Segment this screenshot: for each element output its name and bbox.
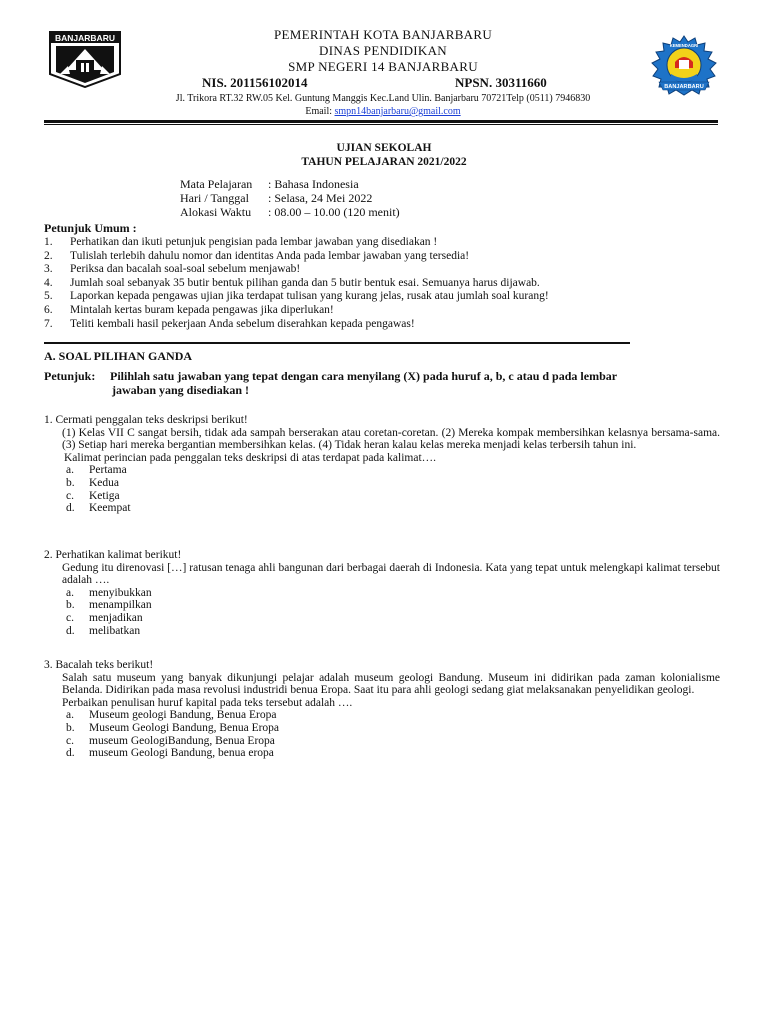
- instruction-number: 7.: [44, 317, 53, 330]
- directions-label: Petunjuk:: [44, 369, 96, 383]
- question-passage: (1) Kelas VII C sangat bersih, tidak ada sampah berserakan atau coretan-coretan. (2) Mereka kompak membersihkan kelasnya bersama-sama. (3) Setiap hari mereka bergantian membersihkan kelas. (4) Tidak heran kalau kelas mereka menjadi kelas terbersih tahun ini.: [62, 426, 720, 452]
- section-a-title: A. SOAL PILIHAN GANDA: [44, 349, 193, 363]
- info-value: : 08.00 – 10.00 (120 menit): [268, 205, 400, 219]
- emblem-ribbon-text: BANJARBARU: [664, 84, 704, 90]
- exam-title: UJIAN SEKOLAH: [336, 142, 432, 154]
- instruction-number: 6.: [44, 303, 53, 316]
- instructions-divider: [44, 342, 630, 344]
- option-letter: c.: [66, 611, 74, 624]
- answer-option: [66, 502, 720, 515]
- question-prompt: Perbaikan penulisan huruf kapital pada teks tersebut adalah ….: [62, 696, 353, 709]
- answer-option: [66, 587, 720, 600]
- answer-option: [66, 612, 720, 625]
- instruction-item: [44, 304, 724, 318]
- option-letter: d.: [66, 624, 75, 637]
- header-divider-thin: [44, 124, 718, 125]
- option-letter: b.: [66, 476, 75, 489]
- option-letter: b.: [66, 721, 75, 734]
- instructions-title: Petunjuk Umum :: [44, 221, 137, 235]
- school-emblem-logo: [649, 34, 719, 96]
- school-ids: [130, 75, 636, 91]
- instruction-item: [44, 277, 724, 291]
- answer-option: [66, 722, 720, 735]
- option-text: museum GeologiBandung, Benua Eropa: [89, 734, 275, 747]
- answer-option: [66, 625, 720, 638]
- answer-option: [66, 464, 720, 477]
- option-letter: c.: [66, 489, 74, 502]
- instruction-number: 4.: [44, 276, 53, 289]
- instruction-number: 5.: [44, 290, 53, 303]
- question-stem: 2. Perhatikan kalimat berikut!: [44, 549, 182, 561]
- option-letter: d.: [66, 502, 75, 515]
- instruction-text: Perhatikan dan ikuti petunjuk pengisian pada lembar jawaban yang disediakan !: [70, 236, 438, 248]
- instruction-item: [44, 236, 724, 250]
- option-text: menjadikan: [89, 611, 143, 624]
- option-text: Museum Geologi Bandung, Benua Eropa: [89, 721, 280, 734]
- info-key: Alokasi Waktu: [180, 205, 252, 219]
- option-text: museum Geologi Bandung, benua eropa: [89, 747, 274, 760]
- instruction-text: Teliti kembali hasil pekerjaan Anda sebelum diserahkan kepada pengawas!: [70, 317, 415, 330]
- question-passage: Gedung itu direnovasi […] ratusan tenaga ahli bangunan dari berbagai daerah di Indonesia. Kata yang tepat untuk melengkapi kalimat tersebut adalah ….: [62, 561, 720, 587]
- instruction-number: 1.: [44, 236, 53, 248]
- info-key: Hari / Tanggal: [180, 191, 249, 205]
- answer-option: [66, 747, 720, 760]
- question-stem: 3. Bacalah teks berikut!: [44, 659, 154, 671]
- option-text: menyibukkan: [89, 586, 152, 599]
- option-text: menampilkan: [89, 599, 152, 612]
- question-prompt: Kalimat perincian pada penggalan teks deskripsi di atas terdapat pada kalimat….: [64, 451, 437, 464]
- answer-option: [66, 599, 720, 612]
- email-label: Email:: [305, 106, 333, 117]
- header-divider-thick: [44, 120, 718, 123]
- instruction-number: 3.: [44, 263, 53, 276]
- instruction-text: Laporkan kepada pengawas ujian jika terdapat tulisan yang kurang jelas, rusak atau jumlah soal kurang!: [70, 290, 549, 303]
- instruction-text: Mintalah kertas buram kepada pengawas jika diperlukan!: [70, 303, 334, 316]
- info-value: : Selasa, 24 Mei 2022: [268, 191, 373, 205]
- instructions-list: [44, 236, 724, 331]
- letterhead-school: SMP NEGERI 14 BANJARBARU: [288, 59, 478, 74]
- option-letter: d.: [66, 747, 75, 760]
- instruction-item: [44, 290, 724, 304]
- directions-text-line1: Pilihlah satu jawaban yang tepat dengan cara menyilang (X) pada huruf a, b, c atau d pada lembar: [110, 369, 618, 383]
- option-letter: b.: [66, 599, 75, 612]
- option-text: Ketiga: [89, 489, 120, 502]
- directions-text-line2: jawaban yang disediakan !: [112, 383, 250, 397]
- info-key: Mata Pelajaran: [180, 177, 253, 191]
- instruction-item: [44, 318, 724, 332]
- instruction-number: 2.: [44, 249, 53, 262]
- question-2: [44, 549, 720, 637]
- letterhead: [130, 27, 636, 91]
- answer-option: [66, 477, 720, 490]
- question-stem: 1. Cermati penggalan teks deskripsi berikut!: [44, 414, 248, 426]
- answer-option: [66, 709, 720, 722]
- npsn-number: NPSN. 30311660: [455, 75, 547, 90]
- option-letter: c.: [66, 734, 74, 747]
- option-letter: a.: [66, 586, 74, 599]
- instruction-item: [44, 250, 724, 264]
- option-text: melibatkan: [89, 624, 141, 637]
- exam-year: TAHUN PELAJARAN 2021/2022: [301, 156, 467, 168]
- option-text: Pertama: [89, 464, 127, 477]
- nis-number: NIS. 201156102014: [202, 75, 308, 90]
- email-link[interactable]: smpn14banjarbaru@gmail.com: [334, 106, 461, 117]
- banjarbaru-logo-text: BANJARBARU: [55, 33, 115, 43]
- question-3: [44, 659, 720, 760]
- school-email-line: [118, 106, 648, 118]
- info-value: : Bahasa Indonesia: [268, 177, 359, 191]
- emblem-top-text: KEMENDAGRI: [669, 43, 699, 48]
- question-passage: Salah satu museum yang banyak dikunjungi pelajar adalah museum geologi Bandung. Museum ini didirikan pada zaman kolonialisme Belanda. Didirikan pada masa revolusi industridi benua Eropa. Saat itu para ahli geologi sedang giat melaksanakan penyelidikan geologi.: [62, 671, 720, 697]
- answer-option: [66, 490, 720, 503]
- instruction-text: Periksa dan bacalah soal-soal sebelum menjawab!: [70, 263, 301, 276]
- option-letter: a.: [66, 464, 74, 477]
- banjarbaru-city-logo: [48, 30, 122, 88]
- letterhead-department: DINAS PENDIDIKAN: [319, 43, 447, 58]
- question-1: [44, 414, 720, 515]
- option-text: Kedua: [89, 476, 120, 489]
- option-letter: a.: [66, 709, 74, 722]
- answer-option: [66, 735, 720, 748]
- option-text: Museum geologi Bandung, Benua Eropa: [89, 709, 277, 722]
- instruction-item: [44, 263, 724, 277]
- instruction-text: Jumlah soal sebanyak 35 butir bentuk pilihan ganda dan 5 butir bentuk esai. Semuanya harus dijawab.: [70, 276, 540, 289]
- letterhead-government: PEMERINTAH KOTA BANJARBARU: [273, 27, 493, 42]
- option-text: Keempat: [89, 502, 131, 515]
- school-address: Jl. Trikora RT.32 RW.05 Kel. Guntung Manggis Kec.Land Ulin. Banjarbaru 70721Telp (0511) 7946830: [175, 93, 591, 104]
- instruction-text: Tulislah terlebih dahulu nomor dan identitas Anda pada lembar jawaban yang tersedia!: [70, 249, 470, 262]
